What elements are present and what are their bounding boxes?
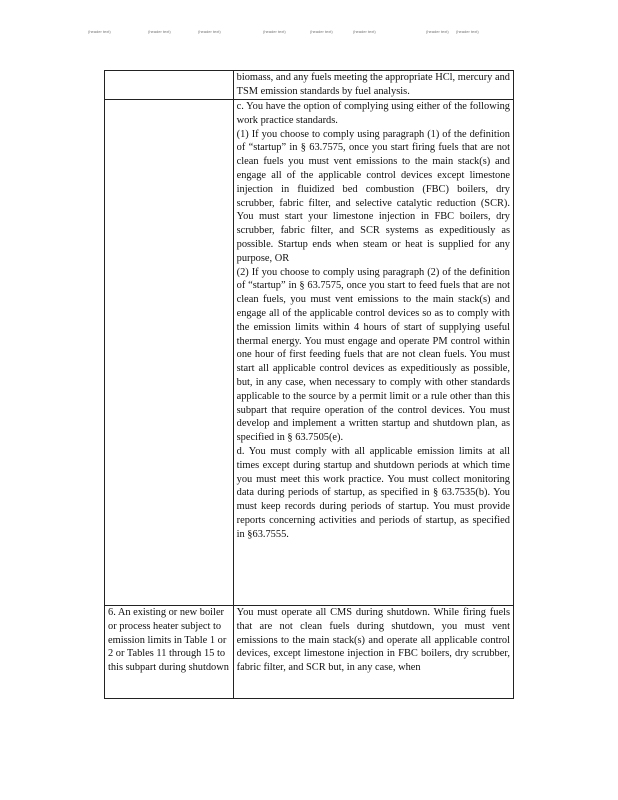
header-item: (header text): [456, 29, 479, 34]
paragraph-c1: (1) If you choose to comply using paragraph (1) of the definition of “startup” in § 63.7575, once you start firing fuels that are not clean fuels you must vent emissions to the main stack(s) and engage all of the applicable control devices except limestone injection in fluidized bed combustion (FBC) boilers, dry scrubber, fabric filter, and selective catalytic reduction (SCR). You must start your limestone injection in FBC boilers, dry scrubber, fabric filter, and SCR systems as expeditiously as possible. Startup ends when steam or heat is supplied for any purpose, OR: [236, 128, 510, 264]
header-item: (header text): [426, 29, 449, 34]
header-item: (header text): [353, 29, 376, 34]
header-item: (header text): [263, 29, 286, 34]
table-cell-right: [233, 100, 513, 606]
header-item: (header text): [88, 29, 111, 34]
header-item: (header text): [148, 29, 171, 34]
paragraph-c: c. You have the option of complying using either of the following work practice standards.: [236, 101, 510, 126]
regulation-table: [104, 70, 514, 699]
table-row: [105, 71, 514, 100]
paragraph-d: d. You must comply with all applicable emission limits at all times except during startup and shutdown periods at which time you must meet this work practice. You must collect monitoring data during periods of startup, as specified in § 63.7535(b). You must keep records during periods of startup. You must provide reports concerning activities and periods of startup, as specified in §63.7555.: [236, 445, 510, 540]
table-row: [105, 606, 514, 699]
table-cell-left: [105, 71, 234, 100]
table-cell-left: 6. An existing or new boiler or process heater subject to emission limits in Table 1 or 2 or Tables 11 through 15 to this subpart during shutdown: [105, 606, 234, 699]
page-header: [88, 29, 488, 39]
table-cell-right: biomass, and any fuels meeting the appropriate HCl, mercury and TSM emission standards by fuel analysis.: [233, 71, 513, 100]
paragraph-c2: (2) If you choose to comply using paragraph (2) of the definition of “startup” in § 63.7575, once you start to feed fuels that are not clean fuels, you must vent emissions to the main stack(s) and engage all of the applicable control devices so as to comply with the emission limits within 4 hours of start of supplying useful thermal energy. You must engage and operate PM control within one hour of first feeding fuels that are not clean fuels. You must start all applicable control devices as expeditiously as possible, but, in any case, when necessary to comply with other standards applicable to the source by a permit limit or a rule other than this subpart that require operation of the control devices. You must develop and implement a written startup and shutdown plan, as specified in § 63.7505(e).: [236, 266, 510, 444]
header-item: (header text): [310, 29, 333, 34]
table-cell-right: You must operate all CMS during shutdown. While firing fuels that are not clean fuels during shutdown, you must vent emissions to the main stack(s) and operate all applicable control devices, except limestone injection in FBC boilers, dry scrubber, fabric filter, and SCR but, in any case, when: [233, 606, 513, 699]
table-row: [105, 100, 514, 606]
header-item: (header text): [198, 29, 221, 34]
table-cell-left: [105, 100, 234, 606]
